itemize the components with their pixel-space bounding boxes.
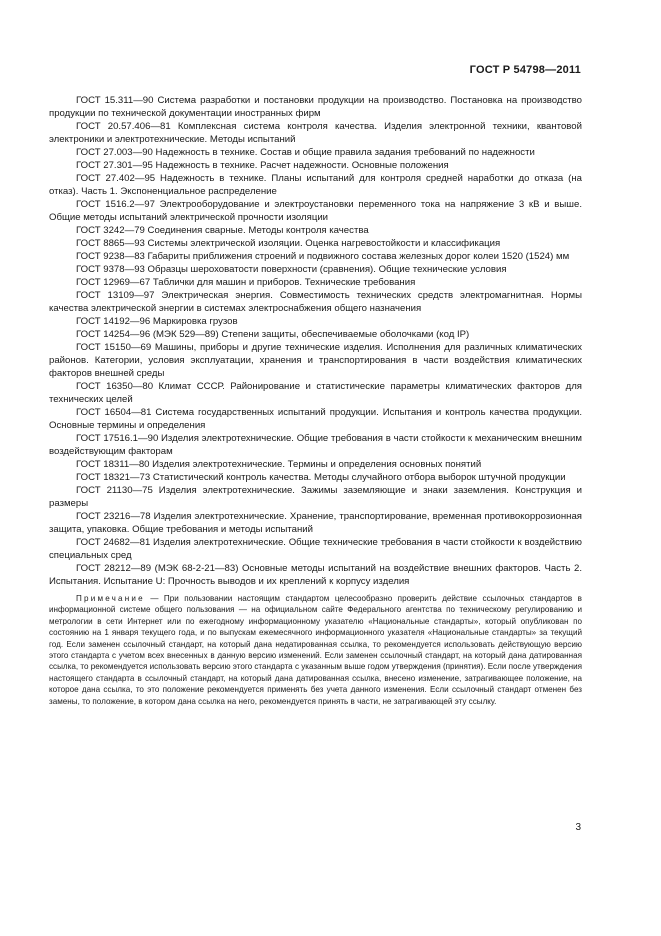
reference-item: ГОСТ 13109—97 Электрическая энергия. Совместимость технических средств электромагнитная. Нормы качества электрической энергии в системах электроснабжения общего назначения bbox=[49, 290, 582, 314]
reference-item: ГОСТ 9378—93 Образцы шероховатости поверхности (сравнения). Общие технические условия bbox=[76, 264, 507, 275]
normative-references bbox=[49, 94, 582, 715]
reference-item: ГОСТ 12969—67 Таблички для машин и приборов. Технические требования bbox=[76, 277, 416, 288]
reference-item: ГОСТ 3242—79 Соединения сварные. Методы контроля качества bbox=[76, 225, 369, 236]
reference-item: ГОСТ 15150—69 Машины, приборы и другие технические изделия. Исполнения для различных климатических районов. Категории, условия эксплуатации, хранения и транспортирования в части воздействия климатических факторов внешней среды bbox=[49, 342, 582, 379]
reference-item: ГОСТ 20.57.406—81 Комплексная система контроля качества. Изделия электронной техники, квантовой электроники и электротехнические. Методы испытаний bbox=[49, 121, 582, 145]
reference-item: ГОСТ 14192—96 Маркировка грузов bbox=[76, 316, 238, 327]
document-header: ГОСТ Р 54798—2011 bbox=[469, 64, 581, 76]
reference-item: ГОСТ 18311—80 Изделия электротехнические. Термины и определения основных понятий bbox=[76, 459, 482, 470]
note-label: Примечание bbox=[76, 594, 145, 603]
reference-item: ГОСТ 18321—73 Статистический контроль качества. Методы случайного отбора выборок штучной продукции bbox=[76, 472, 566, 483]
reference-item: ГОСТ 23216—78 Изделия электротехнические. Хранение, транспортирование, временная противокоррозионная защита, упаковка. Общие требования и методы испытаний bbox=[49, 511, 582, 535]
reference-item: ГОСТ 27.301—95 Надежность в технике. Расчет надежности. Основные положения bbox=[76, 160, 449, 171]
reference-item: ГОСТ 28212—89 (МЭК 68-2-21—83) Основные методы испытаний на воздействие внешних факторов. Часть 2. Испытания. Испытание U: Прочность выводов и их креплений к корпусу изделия bbox=[49, 563, 582, 587]
reference-item: ГОСТ 1516.2—97 Электрооборудование и электроустановки переменного тока на напряжение 3 кВ и выше. Общие методы испытаний электрической прочности изоляции bbox=[49, 199, 582, 223]
reference-item: ГОСТ 27.402—95 Надежность в технике. Планы испытаний для контроля средней наработки до отказа (на отказ). Часть 1. Экспоненциальное распределение bbox=[49, 173, 582, 197]
reference-item: ГОСТ 15.311—90 Система разработки и постановки продукции на производство. Постановка на производство продукции по технической документации иностранных фирм bbox=[49, 95, 582, 119]
reference-item: ГОСТ 16350—80 Климат СССР. Районирование и статистические параметры климатических факторов для технических целей bbox=[49, 381, 582, 405]
reference-item: ГОСТ 14254—96 (МЭК 529—89) Степени защиты, обеспечиваемые оболочками (код IP) bbox=[76, 329, 470, 340]
note-text: — При пользовании настоящим стандартом целесообразно проверить действие ссылочных стандартов в информационной системе общего пользования — на официальном сайте Федерального агентства по техническому регулированию и метрологии в сети Интернет или по ежегодному информационному указателю «Национальные стандарты», который опубликован по состоянию на 1 января текущего года, и по выпускам ежемесячного информационного указателя «Национальные стандарты» за текущий год. Если заменен ссылочный стандарт, на который дана недатированная ссылка, то рекомендуется использовать действующую версию этого стандарта с учетом всех внесенных в данную версию изменений. Если заменен ссылочный стандарт, на который дана датированная ссылка, то рекомендуется использовать версию этого стандарта с указанным выше годом утверждения (принятия). Если после утверждения настоящего стандарта в ссылочный стандарт, на который дана датированная ссылка, внесено изменение, затрагивающее положение, на которое дана ссылка, то это положение рекомендуется применять без учета данного изменения. Если ссылочный стандарт отменен без замены, то положение, в котором дана ссылка на него, рекомендуется принять в части, не затрагивающей эту ссылку. bbox=[49, 594, 582, 706]
reference-item: ГОСТ 9238—83 Габариты приближения строений и подвижного состава железных дорог колеи 1520 (1524) мм bbox=[76, 251, 570, 262]
page-number: 3 bbox=[575, 822, 581, 833]
reference-item: ГОСТ 24682—81 Изделия электротехнические. Общие технические требования в части стойкости к воздействию специальных сред bbox=[49, 537, 582, 561]
reference-item: ГОСТ 27.003—90 Надежность в технике. Состав и общие правила задания требований по надежности bbox=[76, 147, 535, 158]
note-paragraph bbox=[49, 593, 582, 707]
reference-item: ГОСТ 8865—93 Системы электрической изоляции. Оценка нагревостойкости и классификация bbox=[76, 238, 501, 249]
reference-item: ГОСТ 16504—81 Система государственных испытаний продукции. Испытания и контроль качества продукции. Основные термины и определения bbox=[49, 407, 582, 431]
reference-item: ГОСТ 21130—75 Изделия электротехнические. Зажимы заземляющие и знаки заземления. Конструкция и размеры bbox=[49, 485, 582, 509]
reference-item: ГОСТ 17516.1—90 Изделия электротехнические. Общие требования в части стойкости к механическим внешним воздействующим факторам bbox=[49, 433, 582, 457]
